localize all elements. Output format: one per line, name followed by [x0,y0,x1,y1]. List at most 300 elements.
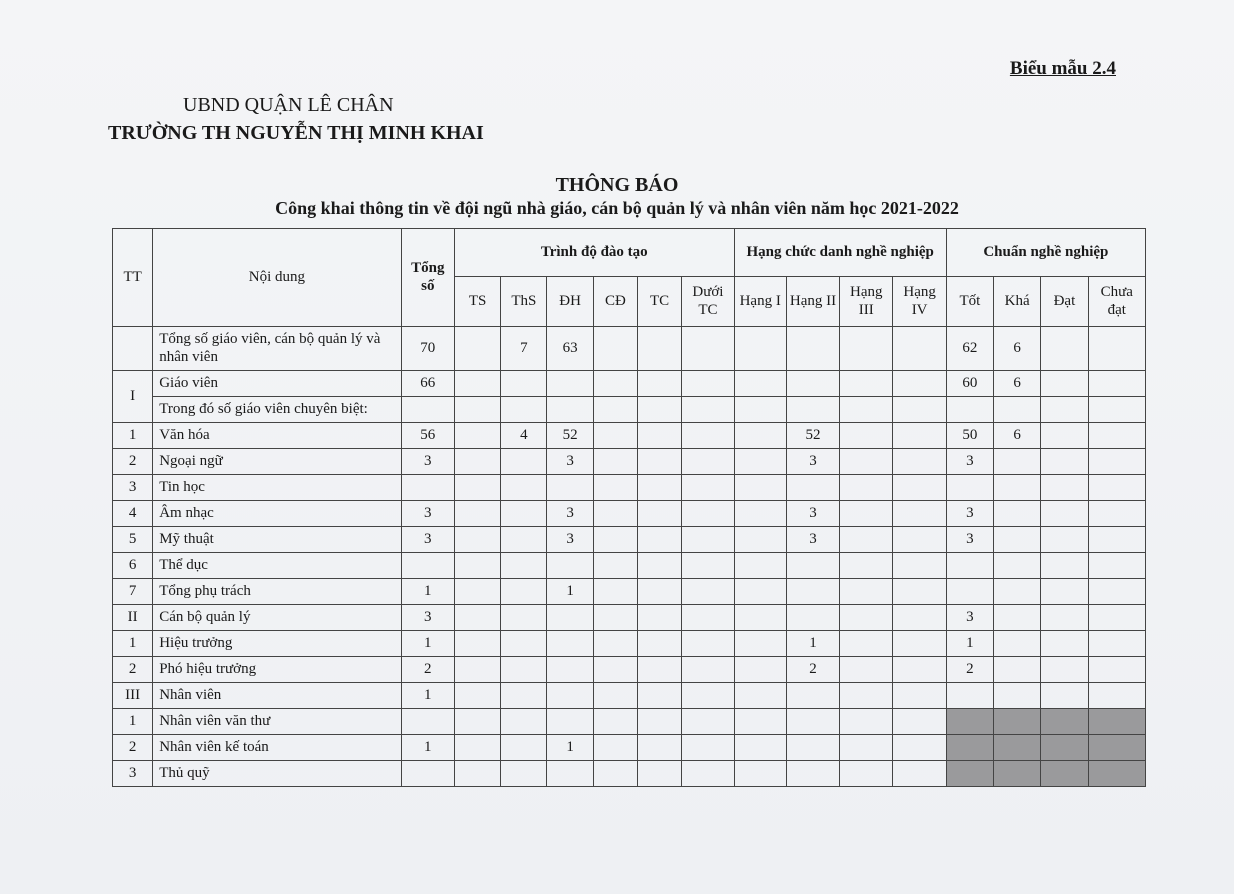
value-cell-tc [637,371,681,397]
value-cell-ts [454,501,500,527]
sub-header-cell: CĐ [593,277,637,327]
value-cell-tot: 60 [946,371,993,397]
row-total-cell: 3 [401,527,454,553]
value-cell-chua-dat [1088,761,1145,787]
value-cell-h3 [840,735,893,761]
value-cell-h3 [840,709,893,735]
value-cell-tot [946,709,993,735]
value-cell-h4 [893,657,946,683]
value-cell-h1 [734,657,786,683]
value-cell-ts [454,657,500,683]
value-cell-h1 [734,761,786,787]
value-cell-h1 [734,683,786,709]
row-number-cell: 2 [113,449,153,475]
value-cell-h2: 3 [786,527,839,553]
value-cell-ts [454,371,500,397]
row-content-cell: Nhân viên kế toán [153,735,401,761]
value-cell-kha: 6 [994,327,1041,371]
value-cell-duoi-tc [682,423,734,449]
value-cell-ts [454,761,500,787]
value-cell-chua-dat [1088,605,1145,631]
notice-title: THÔNG BÁO [555,174,679,196]
value-cell-kha [994,449,1041,475]
header-training-level: Trình độ đào tạo [454,229,734,277]
value-cell-dh: 63 [547,327,593,371]
value-cell-chua-dat [1088,501,1145,527]
value-cell-dh: 3 [547,449,593,475]
value-cell-tc [637,683,681,709]
row-content-cell: Nhân viên [153,683,401,709]
row-content-cell: Ngoại ngữ [153,449,401,475]
value-cell-tc [637,761,681,787]
row-content-cell: Trong đó số giáo viên chuyên biệt: [153,397,401,423]
value-cell-h4 [893,761,946,787]
value-cell-tc [637,501,681,527]
row-total-cell: 1 [401,683,454,709]
value-cell-duoi-tc [682,475,734,501]
value-cell-dh [547,709,593,735]
value-cell-dat [1041,327,1088,371]
value-cell-h2 [786,735,839,761]
value-cell-cd [593,397,637,423]
row-content-cell: Tổng số giáo viên, cán bộ quản lý và nhân viên [153,327,401,371]
value-cell-tot [946,397,993,423]
sub-header-cell: Đạt [1041,277,1088,327]
value-cell-ths [501,553,547,579]
value-cell-ts [454,683,500,709]
row-content-cell: Tổng phụ trách [153,579,401,605]
value-cell-dat [1041,449,1088,475]
value-cell-tc [637,423,681,449]
value-cell-tc [637,709,681,735]
row-number-cell: I [113,371,153,423]
value-cell-kha [994,735,1041,761]
table-row [113,579,1146,605]
table-row [113,371,1146,397]
value-cell-h2 [786,579,839,605]
value-cell-ths [501,371,547,397]
value-cell-duoi-tc [682,709,734,735]
table-row [113,657,1146,683]
value-cell-ths: 4 [501,423,547,449]
value-cell-h3 [840,527,893,553]
value-cell-dat [1041,553,1088,579]
value-cell-h1 [734,501,786,527]
value-cell-ths: 7 [501,327,547,371]
value-cell-ts [454,605,500,631]
header-total: Tổng số [401,229,454,327]
value-cell-h2 [786,605,839,631]
row-total-cell [401,709,454,735]
row-content-cell: Cán bộ quản lý [153,605,401,631]
row-content-cell: Văn hóa [153,423,401,449]
row-number-cell: 1 [113,631,153,657]
value-cell-kha [994,709,1041,735]
value-cell-tc [637,553,681,579]
value-cell-dat [1041,631,1088,657]
value-cell-dh [547,475,593,501]
value-cell-h3 [840,761,893,787]
value-cell-ts [454,527,500,553]
header-content: Nội dung [153,229,401,327]
table-row [113,475,1146,501]
row-total-cell: 2 [401,657,454,683]
value-cell-cd [593,605,637,631]
value-cell-h1 [734,527,786,553]
value-cell-h2 [786,709,839,735]
value-cell-cd [593,501,637,527]
value-cell-dat [1041,761,1088,787]
value-cell-tot [946,683,993,709]
value-cell-tc [637,475,681,501]
value-cell-dat [1041,657,1088,683]
table-body [113,327,1146,787]
sub-header-cell: ĐH [547,277,593,327]
table-row [113,553,1146,579]
value-cell-h4 [893,735,946,761]
value-cell-h4 [893,449,946,475]
table-row [113,423,1146,449]
value-cell-kha [994,553,1041,579]
value-cell-h4 [893,501,946,527]
value-cell-tot: 50 [946,423,993,449]
value-cell-dat [1041,735,1088,761]
value-cell-h3 [840,605,893,631]
row-content-cell: Giáo viên [153,371,401,397]
row-content-cell: Thủ quỹ [153,761,401,787]
header-professional-rank: Hạng chức danh nghề nghiệp [734,229,946,277]
value-cell-chua-dat [1088,475,1145,501]
value-cell-cd [593,709,637,735]
row-total-cell: 3 [401,449,454,475]
staff-table [112,228,1146,787]
value-cell-tc [637,735,681,761]
row-number-cell: 3 [113,761,153,787]
row-content-cell: Tin học [153,475,401,501]
value-cell-tc [637,631,681,657]
header-tt: TT [113,229,153,327]
value-cell-ts [454,397,500,423]
value-cell-h1 [734,553,786,579]
value-cell-h3 [840,475,893,501]
value-cell-h3 [840,579,893,605]
value-cell-h4 [893,683,946,709]
value-cell-h1 [734,371,786,397]
value-cell-cd [593,657,637,683]
value-cell-dh [547,683,593,709]
value-cell-kha [994,761,1041,787]
table-row [113,683,1146,709]
sub-header-cell: ThS [501,277,547,327]
value-cell-dh [547,605,593,631]
value-cell-cd [593,423,637,449]
value-cell-cd [593,683,637,709]
value-cell-chua-dat [1088,371,1145,397]
row-total-cell: 3 [401,501,454,527]
sub-header-cell: Hạng III [840,277,893,327]
value-cell-dat [1041,527,1088,553]
row-total-cell: 56 [401,423,454,449]
value-cell-h4 [893,631,946,657]
table-row [113,501,1146,527]
row-number-cell [113,327,153,371]
value-cell-h4 [893,527,946,553]
sub-header-cell: Tốt [946,277,993,327]
value-cell-dh: 3 [547,527,593,553]
value-cell-tc [637,657,681,683]
value-cell-tot [946,761,993,787]
sub-header-cell: Hạng IV [893,277,946,327]
table-row [113,735,1146,761]
value-cell-ths [501,475,547,501]
value-cell-duoi-tc [682,397,734,423]
value-cell-cd [593,449,637,475]
value-cell-ths [501,709,547,735]
value-cell-chua-dat [1088,527,1145,553]
value-cell-h3 [840,397,893,423]
row-content-cell: Nhân viên văn thư [153,709,401,735]
value-cell-duoi-tc [682,683,734,709]
value-cell-ths [501,449,547,475]
value-cell-duoi-tc [682,527,734,553]
value-cell-chua-dat [1088,423,1145,449]
value-cell-cd [593,553,637,579]
row-total-cell: 1 [401,631,454,657]
value-cell-tot: 1 [946,631,993,657]
value-cell-h3 [840,501,893,527]
value-cell-h3 [840,553,893,579]
value-cell-kha [994,683,1041,709]
value-cell-ths [501,501,547,527]
value-cell-ths [501,683,547,709]
value-cell-cd [593,527,637,553]
value-cell-tot: 3 [946,501,993,527]
table-row [113,709,1146,735]
value-cell-dh: 1 [547,579,593,605]
row-total-cell: 70 [401,327,454,371]
sub-header-cell: Dưới TC [682,277,734,327]
value-cell-tc [637,527,681,553]
row-content-cell: Mỹ thuật [153,527,401,553]
value-cell-h1 [734,449,786,475]
value-cell-chua-dat [1088,709,1145,735]
value-cell-kha [994,475,1041,501]
value-cell-h3 [840,657,893,683]
value-cell-h2: 3 [786,449,839,475]
value-cell-cd [593,371,637,397]
value-cell-duoi-tc [682,657,734,683]
value-cell-h4 [893,327,946,371]
value-cell-h2: 2 [786,657,839,683]
value-cell-h2 [786,761,839,787]
table-row [113,631,1146,657]
value-cell-ths [501,397,547,423]
value-cell-dat [1041,709,1088,735]
value-cell-dh [547,371,593,397]
row-content-cell: Âm nhạc [153,501,401,527]
value-cell-ts [454,475,500,501]
value-cell-kha [994,527,1041,553]
value-cell-h4 [893,605,946,631]
sub-header-cell: Hạng II [786,277,839,327]
value-cell-tc [637,327,681,371]
value-cell-h1 [734,605,786,631]
value-cell-h1 [734,579,786,605]
sub-header-cell: TC [637,277,681,327]
value-cell-tot: 62 [946,327,993,371]
value-cell-tot: 3 [946,605,993,631]
value-cell-chua-dat [1088,579,1145,605]
value-cell-dat [1041,423,1088,449]
value-cell-ths [501,761,547,787]
value-cell-ts [454,735,500,761]
row-number-cell: 2 [113,735,153,761]
value-cell-dat [1041,371,1088,397]
value-cell-h1 [734,735,786,761]
value-cell-kha [994,579,1041,605]
value-cell-h4 [893,553,946,579]
value-cell-tc [637,605,681,631]
value-cell-h2: 1 [786,631,839,657]
value-cell-ts [454,449,500,475]
value-cell-dh: 1 [547,735,593,761]
table-row [113,605,1146,631]
row-number-cell: III [113,683,153,709]
value-cell-dh [547,761,593,787]
value-cell-kha [994,605,1041,631]
row-number-cell: 3 [113,475,153,501]
sub-header-cell: TS [454,277,500,327]
value-cell-h4 [893,709,946,735]
value-cell-ths [501,527,547,553]
value-cell-dh [547,553,593,579]
value-cell-h2 [786,327,839,371]
value-cell-chua-dat [1088,553,1145,579]
value-cell-kha [994,631,1041,657]
value-cell-h2 [786,553,839,579]
notice-subtitle: Công khai thông tin về đội ngũ nhà giáo, cán bộ quản lý và nhân viên năm học 2021-2022 [275,198,959,218]
value-cell-cd [593,735,637,761]
value-cell-dh: 52 [547,423,593,449]
value-cell-tot [946,475,993,501]
value-cell-ths [501,735,547,761]
value-cell-kha [994,397,1041,423]
value-cell-chua-dat [1088,631,1145,657]
value-cell-h2 [786,683,839,709]
value-cell-tot: 3 [946,449,993,475]
value-cell-h4 [893,371,946,397]
value-cell-duoi-tc [682,761,734,787]
value-cell-kha [994,501,1041,527]
value-cell-ts [454,709,500,735]
value-cell-cd [593,631,637,657]
value-cell-dat [1041,605,1088,631]
row-number-cell: 6 [113,553,153,579]
row-total-cell: 1 [401,735,454,761]
value-cell-h2: 3 [786,501,839,527]
value-cell-tot [946,579,993,605]
value-cell-h4 [893,423,946,449]
value-cell-duoi-tc [682,579,734,605]
value-cell-h1 [734,709,786,735]
value-cell-chua-dat [1088,397,1145,423]
sub-header-cell: Hạng I [734,277,786,327]
form-number: Biểu mẫu 2.4 [1009,58,1116,79]
value-cell-ts [454,631,500,657]
sub-header-cell: Chưa đạt [1088,277,1145,327]
row-number-cell: 4 [113,501,153,527]
table-row [113,761,1146,787]
value-cell-h3 [840,683,893,709]
value-cell-ts [454,327,500,371]
row-number-cell: 5 [113,527,153,553]
value-cell-dh [547,397,593,423]
value-cell-kha: 6 [994,371,1041,397]
value-cell-tc [637,579,681,605]
row-number-cell: 2 [113,657,153,683]
value-cell-dh: 3 [547,501,593,527]
value-cell-tc [637,397,681,423]
value-cell-tot [946,735,993,761]
value-cell-h1 [734,423,786,449]
value-cell-cd [593,327,637,371]
value-cell-h1 [734,327,786,371]
row-number-cell: II [113,605,153,631]
value-cell-h3 [840,371,893,397]
value-cell-cd [593,579,637,605]
table-row [113,449,1146,475]
sub-header-cell: Khá [994,277,1041,327]
value-cell-duoi-tc [682,449,734,475]
value-cell-h2 [786,475,839,501]
row-number-cell: 1 [113,709,153,735]
value-cell-ts [454,423,500,449]
row-number-cell: 7 [113,579,153,605]
value-cell-duoi-tc [682,553,734,579]
row-number-cell: 1 [113,423,153,449]
value-cell-duoi-tc [682,327,734,371]
row-total-cell [401,397,454,423]
value-cell-ths [501,657,547,683]
value-cell-duoi-tc [682,605,734,631]
value-cell-dh [547,631,593,657]
row-total-cell: 1 [401,579,454,605]
value-cell-h1 [734,631,786,657]
school-name: TRƯỜNG TH NGUYỄN THỊ MINH KHAI [108,122,484,144]
value-cell-dat [1041,397,1088,423]
table-row [113,527,1146,553]
value-cell-ts [454,553,500,579]
value-cell-chua-dat [1088,449,1145,475]
value-cell-chua-dat [1088,327,1145,371]
value-cell-h2 [786,371,839,397]
row-total-cell: 3 [401,605,454,631]
value-cell-h4 [893,475,946,501]
value-cell-h3 [840,327,893,371]
value-cell-ths [501,579,547,605]
value-cell-dat [1041,501,1088,527]
value-cell-tot: 3 [946,527,993,553]
table-row [113,327,1146,371]
value-cell-h1 [734,397,786,423]
row-content-cell: Phó hiệu trưởng [153,657,401,683]
value-cell-duoi-tc [682,501,734,527]
row-total-cell: 66 [401,371,454,397]
value-cell-duoi-tc [682,371,734,397]
value-cell-cd [593,761,637,787]
value-cell-dat [1041,579,1088,605]
value-cell-h3 [840,449,893,475]
